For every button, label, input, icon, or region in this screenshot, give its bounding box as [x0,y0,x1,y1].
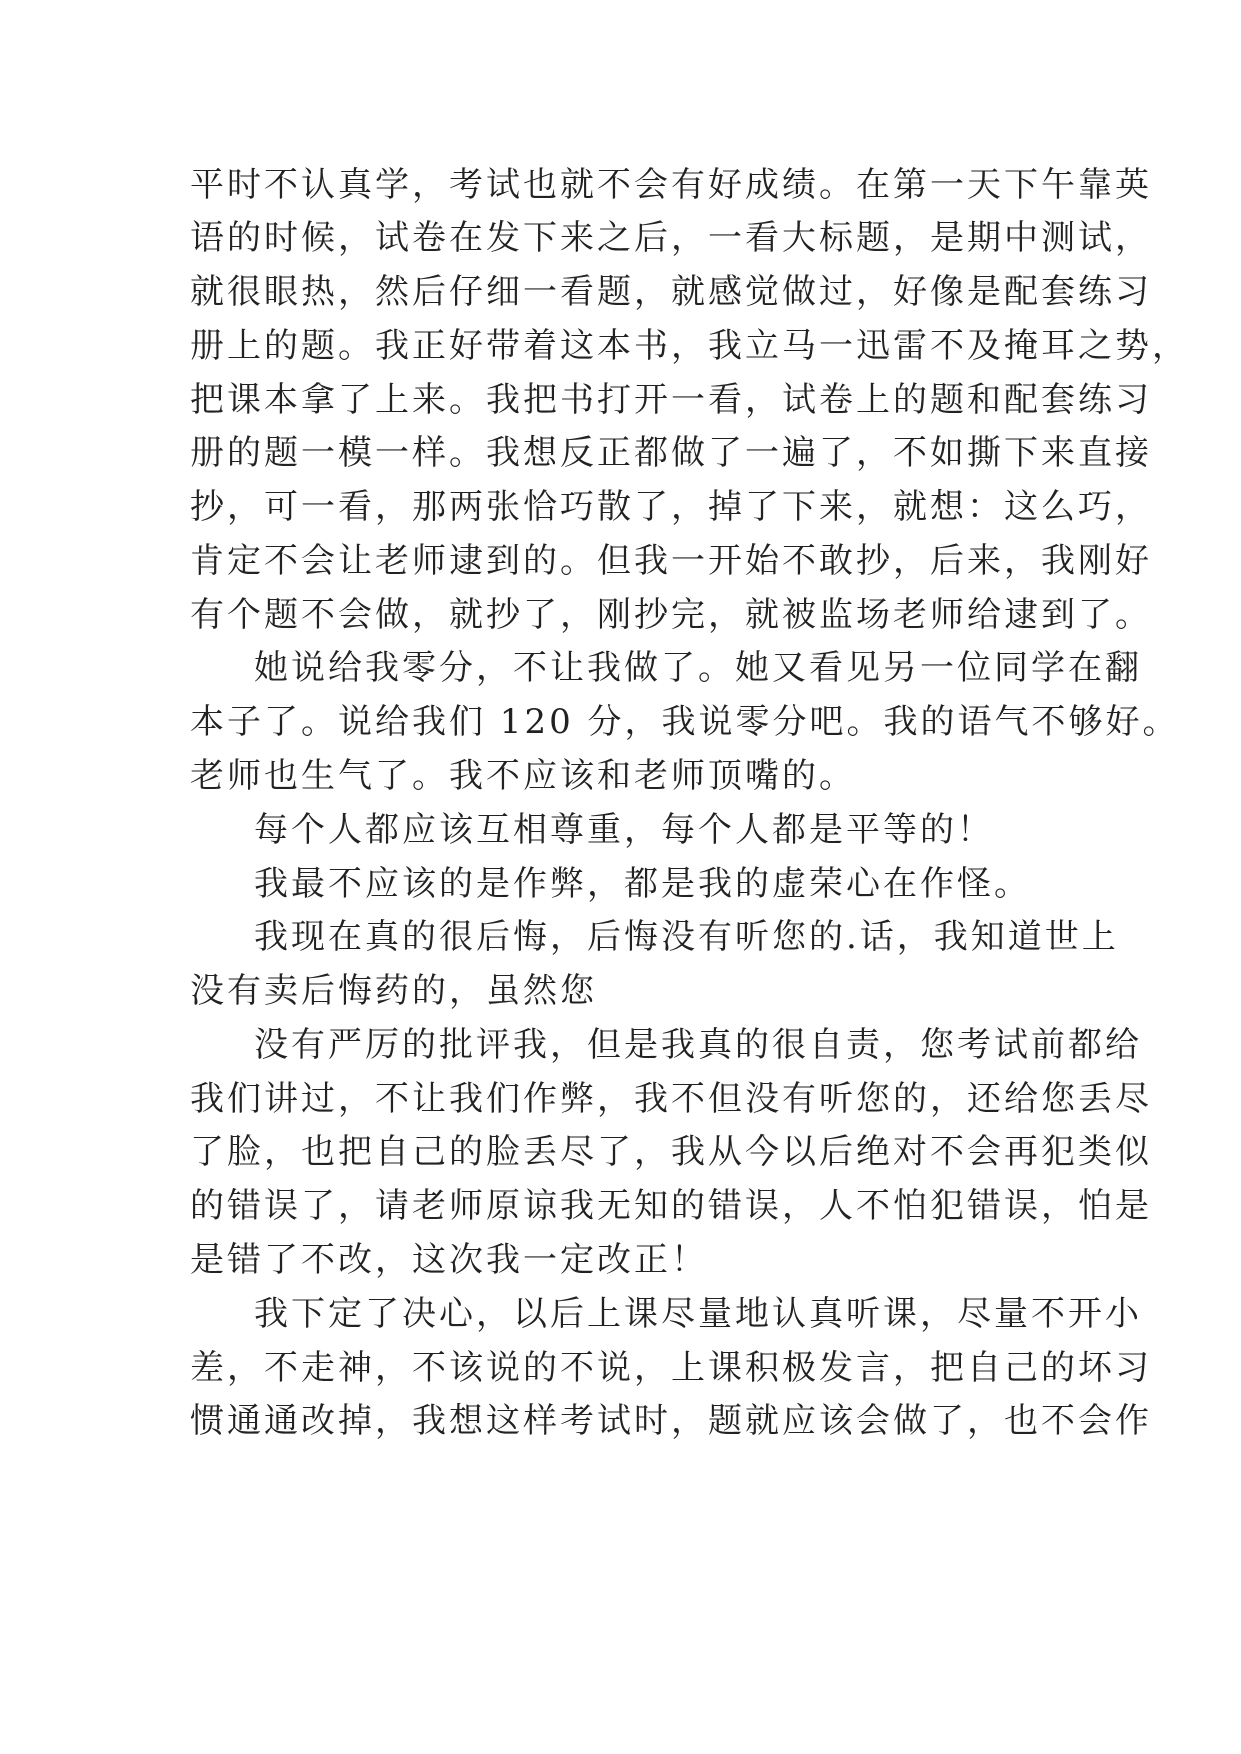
text-line: 每个人都应该互相尊重，每个人都是平等的！ [254,810,994,850]
text-line: 她说给我零分，不让我做了。她又看见另一位同学在翻 [254,648,1142,688]
text-line: 把课本拿了上来。我把书打开一看，试卷上的题和配套练习 [190,380,1152,420]
text-line: 是错了不改，这次我一定改正！ [190,1240,708,1280]
text-line: 册的题一模一样。我想反正都做了一遍了，不如撕下来直接 [190,433,1152,473]
text-line: 就很眼热，然后仔细一看题，就感觉做过，好像是配套练习 [190,272,1152,312]
text-line: 有个题不会做，就抄了，刚抄完，就被监场老师给逮到了。 [190,595,1152,635]
text-line: 语的时候，试卷在发下来之后，一看大标题，是期中测试， [190,218,1152,258]
text-line: 我们讲过，不让我们作弊，我不但没有听您的，还给您丢尽 [190,1079,1152,1119]
text-line: 我最不应该的是作弊，都是我的虚荣心在作怪。 [254,864,1031,904]
text-line: 册上的题。我正好带着这本书，我立马一迅雷不及掩耳之势， [190,326,1189,366]
text-line: 老师也生气了。我不应该和老师顶嘴的。 [190,756,856,796]
text-line: 本子了。说给我们 120 分，我说零分吧。我的语气不够好。 [190,702,1180,742]
text-line: 抄，可一看，那两张恰巧散了，掉了下来，就想：这么巧， [190,487,1152,527]
text-line: 了脸，也把自己的脸丢尽了，我从今以后绝对不会再犯类似 [190,1132,1152,1172]
text-line: 的错误了，请老师原谅我无知的错误，人不怕犯错误，怕是 [190,1186,1152,1226]
text-line: 差，不走神，不该说的不说，上课积极发言，把自己的坏习 [190,1348,1152,1388]
text-line: 平时不认真学，考试也就不会有好成绩。在第一天下午靠英 [190,165,1152,205]
text-line: 肯定不会让老师逮到的。但我一开始不敢抄，后来，我刚好 [190,541,1152,581]
text-line: 我下定了决心，以后上课尽量地认真听课，尽量不开小 [254,1294,1142,1334]
text-line: 我现在真的很后悔，后悔没有听您的.话，我知道世上 [254,917,1119,957]
text-line: 惯通通改掉，我想这样考试时，题就应该会做了，也不会作 [190,1401,1152,1441]
text-line: 没有严厉的批评我，但是我真的很自责，您考试前都给 [254,1025,1142,1065]
text-line: 没有卖后悔药的，虽然您 [190,971,597,1011]
